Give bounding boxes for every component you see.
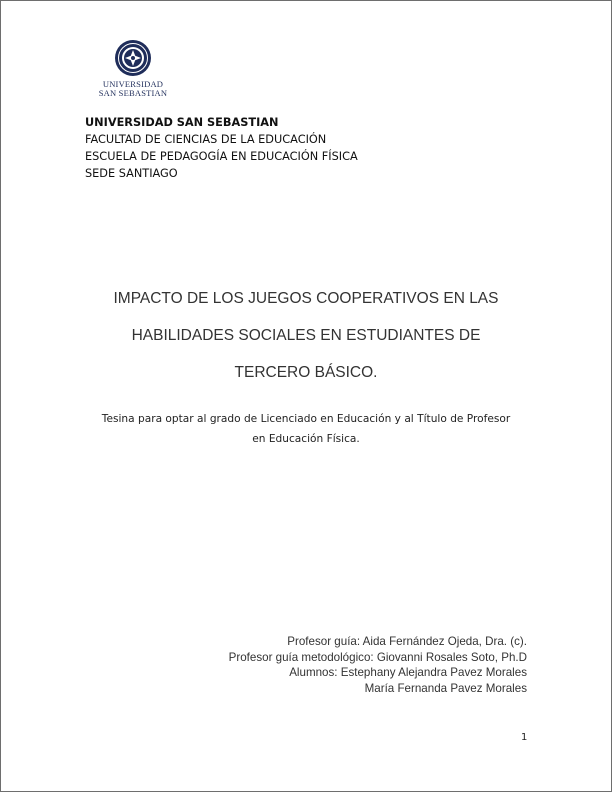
students-line-1: Alumnos: Estephany Alejandra Pavez Morales bbox=[289, 666, 527, 679]
faculty-name: FACULTAD DE CIENCIAS DE LA EDUCACIÓN bbox=[85, 133, 327, 146]
title-line-3: TERCERO BÁSICO. bbox=[234, 364, 378, 381]
university-seal-icon bbox=[114, 39, 152, 77]
thesis-subtitle bbox=[71, 409, 541, 449]
logo-text-line2: SAN SEBASTIAN bbox=[98, 88, 168, 98]
title-line-2: HABILIDADES SOCIALES EN ESTUDIANTES DE bbox=[131, 327, 481, 344]
campus-name: SEDE SANTIAGO bbox=[85, 167, 178, 180]
subtitle-line-1: Tesina para optar al grado de Licenciado en Educación y al Título de Profesor bbox=[101, 413, 511, 425]
title-line-1: IMPACTO DE LOS JUEGOS COOPERATIVOS EN LAS bbox=[113, 290, 499, 307]
school-name: ESCUELA DE PEDAGOGÍA EN EDUCACIÓN FÍSICA bbox=[85, 150, 358, 163]
university-name: UNIVERSIDAD SAN SEBASTIAN bbox=[85, 116, 279, 129]
subtitle-line-2: en Educación Física. bbox=[252, 433, 360, 445]
university-logo bbox=[93, 39, 173, 98]
thesis-title bbox=[61, 289, 551, 400]
methodology-advisor-line: Profesor guía metodológico: Giovanni Rosales Soto, Ph.D bbox=[228, 650, 527, 664]
logo-text-line1: UNIVERSIDAD bbox=[102, 79, 164, 89]
institution-block bbox=[85, 114, 358, 182]
advisor-line: Profesor guía: Aida Fernández Ojeda, Dra. (c). bbox=[287, 635, 527, 648]
students-line-2: María Fernanda Pavez Morales bbox=[364, 681, 527, 695]
credits-block bbox=[229, 634, 527, 696]
page-number: 1 bbox=[521, 732, 528, 743]
